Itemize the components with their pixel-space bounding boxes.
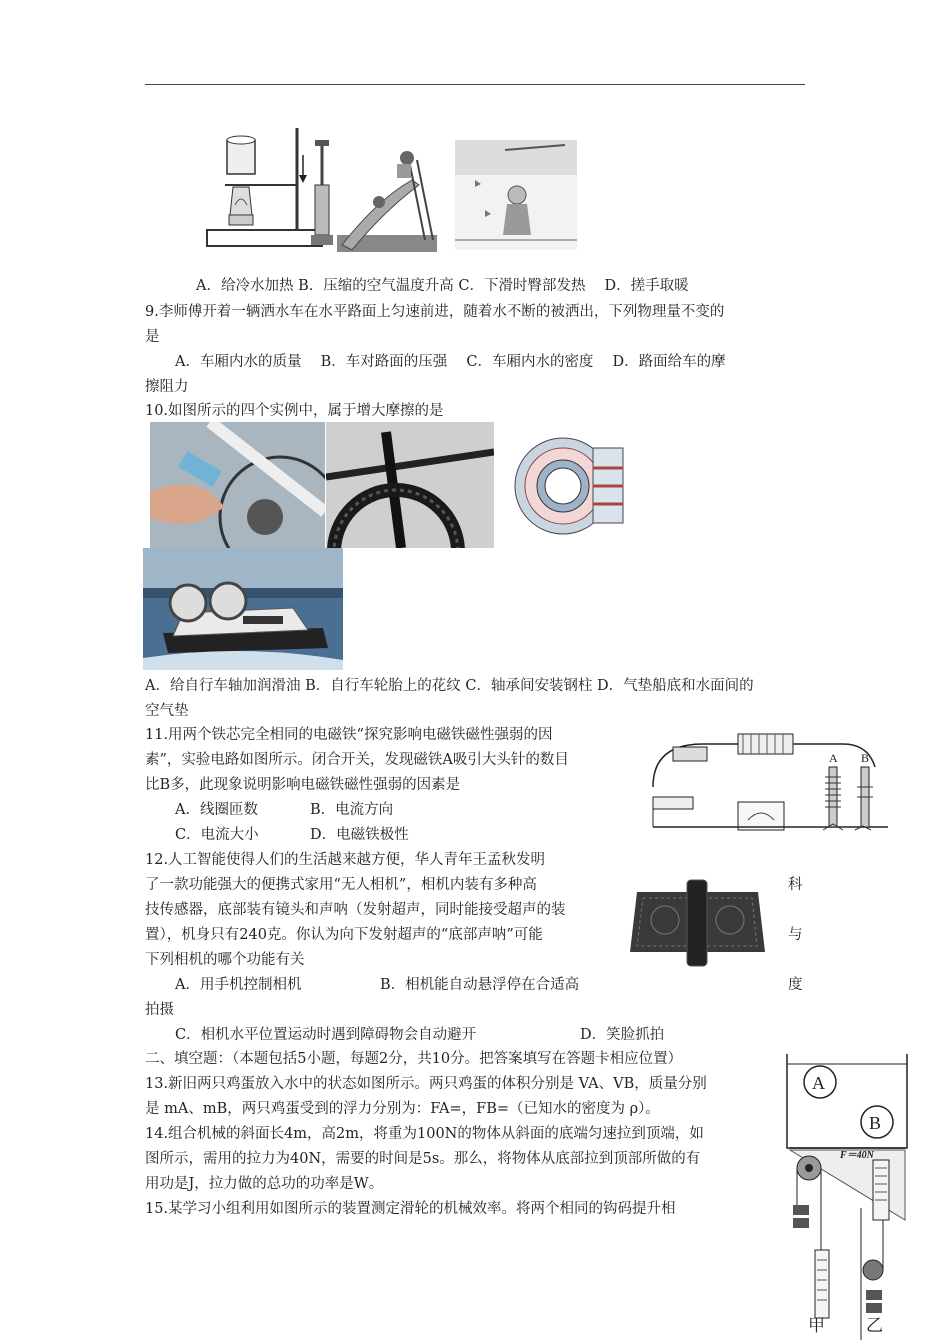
q12-stem-4: 置），机身只有240克。你认为向下发射超声的“底部声呐”可能: [145, 927, 543, 943]
q11-label-b: B: [861, 751, 870, 765]
q13-label-a: A: [812, 1073, 825, 1093]
q13-eggs-in-water-figure: [785, 1052, 910, 1152]
q9-stem-1: 9.李师傅开着一辆洒水车在水平路面上匀速前进，随着水不断的被洒出，下列物理量不变的: [145, 304, 725, 320]
q14-force-label: F＝40N: [840, 1150, 874, 1161]
q12-stem-2: 了一款功能强大的便携式家用“无人相机”，相机内装有多种高: [145, 877, 537, 893]
section-2-heading: 二、填空题：（本题包括5小题，每题2分，共10分。把答案填写在答题卡相应位置）: [145, 1051, 683, 1067]
q10-photo-tire-tread: [326, 422, 494, 548]
q12-option-b-end: 度: [788, 977, 803, 993]
q11-option-b: B．电流方向: [310, 802, 394, 818]
q11-stem-3: 比B多，此现象说明影响电磁铁磁性强弱的因素是: [145, 777, 461, 793]
q13-label-b: B: [869, 1113, 882, 1133]
q11-stem-2: 素”，实验电路如图所示。闭合开关，发现磁铁A吸引大头针的数目: [145, 752, 569, 768]
header-rule: [145, 84, 805, 85]
q8-figure-compression: [295, 135, 335, 250]
q9-options-2: 擦阻力: [145, 379, 189, 395]
q11-stem-1: 11.用两个铁芯完全相同的电磁铁“探究影响电磁铁磁性强弱的因: [145, 727, 553, 743]
q12-stem-1: 12.人工智能使得人们的生活越来越方便，华人青年王孟秋发明: [145, 852, 546, 868]
q9-options-1: A．车厢内水的质量 B．车对路面的压强 C．车厢内水的密度 D．路面给车的摩: [175, 354, 726, 370]
q10-options-2: 空气垫: [145, 703, 189, 719]
q8-figure-rubbing-hands: [455, 140, 577, 250]
q12-photo-drone-camera: [625, 872, 770, 972]
q15-line-1: 15.某学习小组利用如图所示的装置测定滑轮的机械效率。将两个相同的钩码提升相: [145, 1201, 676, 1217]
q12-stem-3: 技传感器，底部装有镜头和声呐（发射超声，同时能接受超声的装: [145, 902, 566, 918]
q11-option-c: C．电流大小: [175, 827, 259, 843]
q15-label-jia: 甲: [808, 1316, 825, 1336]
q12-option-b-cont: 拍摄: [145, 1002, 174, 1018]
q12-option-a: A．用手机控制相机: [175, 977, 302, 993]
q11-option-d: D．电磁铁极性: [310, 827, 409, 843]
q11-label-a: A: [829, 751, 838, 765]
q10-photo-bike-oil: [150, 422, 325, 548]
q13-line-2: 是 mA、mB，两只鸡蛋受到的浮力分别为：FA=，FB=（已知水的密度为 ρ）。: [145, 1101, 660, 1117]
q14-line-2: 图所示，需用的拉力为40N，需要的时间是5s。那么，将物体从底部拉到顶部所做的有: [145, 1151, 701, 1167]
q12-option-b: B．相机能自动悬浮停在合适高: [380, 977, 580, 993]
q14-line-3: 用功是J，拉力做的总功的功率是W。: [145, 1176, 384, 1192]
q11-circuit-diagram: [643, 722, 893, 847]
q12-option-d: D．笑脸抓拍: [580, 1027, 665, 1043]
q12-stem-4-end: 与: [788, 927, 803, 943]
q10-stem: 10.如图所示的四个实例中，属于增大摩擦的是: [145, 403, 444, 419]
q14-q15-pulley-figure: [785, 1140, 910, 1344]
q9-stem-2: 是: [145, 329, 160, 345]
q8-options: A．给冷水加热 B．压缩的空气温度升高 C．下滑时臀部发热 D．搓手取暖: [196, 278, 689, 294]
q10-figure-bearing: [505, 428, 630, 543]
q10-photo-hovercraft: [143, 548, 343, 670]
q8-figure-slide: [337, 140, 437, 252]
q12-option-c: C．相机水平位置运动时遇到障碍物会自动避开: [175, 1027, 477, 1043]
q15-label-yi: 乙: [866, 1316, 883, 1336]
q12-stem-2-end: 科: [788, 877, 803, 893]
q11-option-a: A．线圈匝数: [175, 802, 258, 818]
q13-line-1: 13.新旧两只鸡蛋放入水中的状态如图所示。两只鸡蛋的体积分别是 VA、VB，质量分别: [145, 1076, 707, 1092]
q14-line-1: 14.组合机械的斜面长4m，高2m，将重为100N的物体从斜面的底端匀速拉到顶端，如: [145, 1126, 704, 1142]
q10-options-1: A．给自行车轴加润滑油 B．自行车轮胎上的花纹 C．轴承间安装钢柱 D．气垫船底和水面间的: [145, 678, 754, 694]
q12-stem-5: 下列相机的哪个功能有关: [145, 952, 305, 968]
